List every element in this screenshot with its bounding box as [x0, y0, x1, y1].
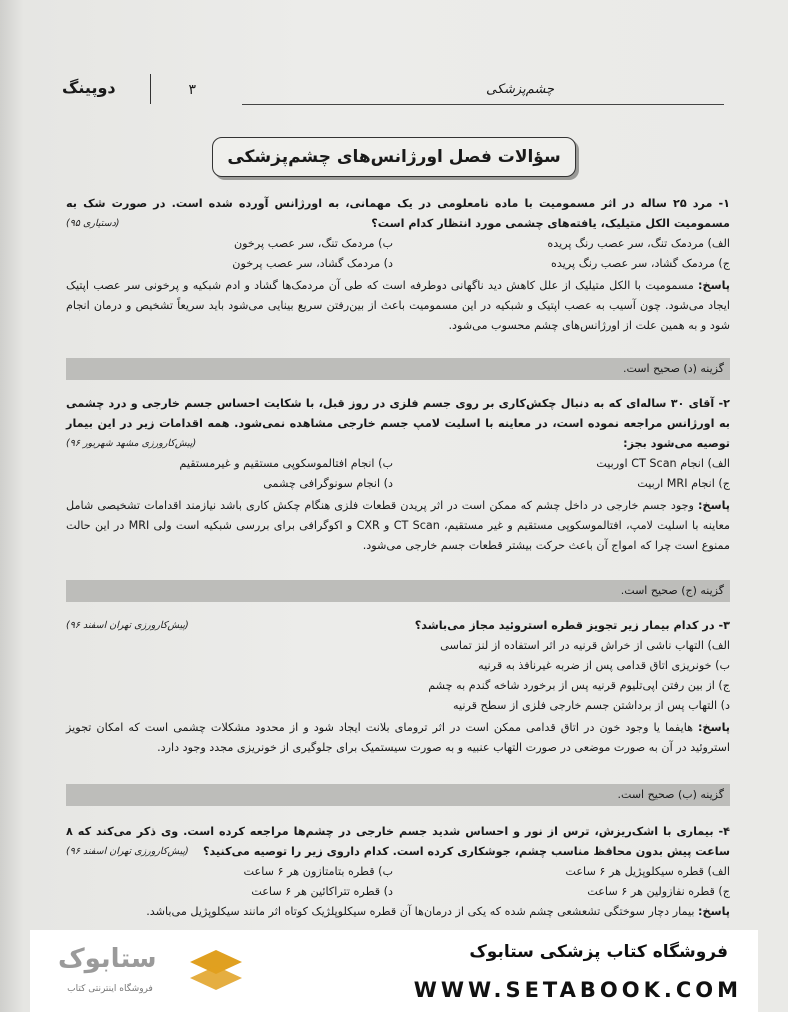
- options: [66, 454, 730, 494]
- store-url[interactable]: WWW.SETABOOK.COM: [413, 978, 742, 1002]
- option-b: ب) قطره بتامتازون هر ۶ ساعت: [243, 865, 393, 878]
- book-stack-icon: [186, 946, 246, 998]
- answer: پاسخ: وجود جسم خارجی در داخل چشم که ممکن است در اثر پریدن قطعات فلزی هنگام چکش کاری باشد نیازمند اقدامات تشخیصی شامل معاینه با اسلیت لامپ، افتالموسکوپی مستقیم و غیر مستقیم، CT Scan و CXR و اکوگرافی برای بررسی شبکیه است ولی MRI در این حالت ممنوع است چرا که امواج آن باعث حرکت بیشتر قطعات جسم خارجی می‌شود.: [66, 499, 731, 552]
- option-c: ج) مردمک گشاد، سر عصب رنگ پریده: [551, 257, 730, 270]
- page-header: [62, 74, 724, 104]
- options: [66, 234, 730, 274]
- options: [66, 862, 730, 902]
- question-source: (دستیاری ۹۵): [66, 218, 120, 229]
- question-2: [66, 394, 730, 556]
- option-a: الف) انجام CT Scan اوربیت: [596, 457, 730, 470]
- option-b: ب) خونریزی اتاق قدامی پس از ضربه غیرنافذ به قرنیه: [478, 659, 730, 672]
- option-d: د) التهاب پس از برداشتن جسم خارجی فلزی از سطح قرنیه: [452, 699, 730, 712]
- logo-subtitle: فروشگاه اینترنتی کتاب: [67, 984, 153, 994]
- page-number: ۳: [188, 82, 196, 98]
- header-rule: [242, 104, 724, 105]
- options: [66, 636, 730, 716]
- brand-logo: دوپینگ: [62, 78, 116, 97]
- option-b: ب) انجام افتالموسکوپی مستقیم و غیرمستقیم: [179, 457, 393, 470]
- option-d: د) مردمک گشاد، سر عصب پرخون: [232, 257, 393, 270]
- answer-result: گزینه (ج) صحیح است.: [66, 580, 730, 602]
- question-text: ۴- بیماری با اشک‌ریزش، ترس از نور و احساس شدید جسم خارجی در چشم‌ها مراجعه کرده است. وی ذکر می‌کند که ۸ ساعت پیش بدون محافظ مناسب چشم، جوشکاری کرده است. کدام داروی زیر را توصیه می‌کنید؟ (پیش‌کارورزی تهران اسفند ۹۶): [66, 822, 730, 862]
- option-a: الف) مردمک تنگ، سر عصب رنگ پریده: [547, 237, 730, 250]
- question-source: (پیش‌کارورزی تهران اسفند ۹۶): [66, 620, 189, 631]
- answer-result: گزینه (ب) صحیح است.: [66, 784, 730, 806]
- option-c: ج) قطره نفازولین هر ۶ ساعت: [587, 885, 730, 898]
- question-source: (پیش‌کارورزی تهران اسفند ۹۶): [66, 846, 189, 857]
- store-banner: [30, 930, 758, 1012]
- question-text: ۱- مرد ۲۵ ساله در اثر مسمومیت با ماده نامعلومی در یک مهمانی، به اورژانس آورده شده است. در صورت شک به مسمومیت الکل متیلیک، یافته‌های چشمی مورد انتظار کدام است؟ (دستیاری ۹۵): [66, 194, 730, 234]
- section-title: سؤالات فصل اورژانس‌های چشم‌پزشکی: [212, 137, 576, 177]
- logo-text: ستابوک: [58, 944, 157, 974]
- option-c: ج) انجام MRI اربیت: [637, 477, 730, 490]
- option-d: د) قطره تتراکائین هر ۶ ساعت: [251, 885, 393, 898]
- question-3: [66, 616, 730, 758]
- option-d: د) انجام سونوگرافی چشمی: [263, 477, 393, 490]
- question-1: [66, 194, 730, 336]
- option-c: ج) از بین رفتن اپی‌تلیوم قرنیه پس از برخورد شاخه گندم به چشم: [428, 679, 730, 692]
- header-divider: [150, 74, 151, 104]
- answer-result: گزینه (د) صحیح است.: [66, 358, 730, 380]
- question-4: [66, 822, 730, 922]
- question-text: ۳- در کدام بیمار زیر تجویز قطره استروئید مجاز می‌باشد؟ (پیش‌کارورزی تهران اسفند ۹۶): [66, 616, 730, 636]
- store-logo: [50, 944, 250, 1000]
- option-a: الف) قطره سیکلوپژیل هر ۶ ساعت: [565, 865, 730, 878]
- book-title: چشم‌پزشکی: [486, 82, 554, 97]
- store-name: فروشگاه کتاب پزشکی ستابوک: [469, 942, 728, 962]
- question-source: (پیش‌کارورزی مشهد شهریور ۹۶): [66, 438, 197, 449]
- option-b: ب) مردمک تنگ، سر عصب پرخون: [233, 237, 393, 250]
- answer: پاسخ: هایفما یا وجود خون در اتاق قدامی ممکن است در اثر ترومای بلانت ایجاد شود و از محدود مشکلات چشمی است که امکان تجویز استروئید در آن به صورت موضعی در صورت التهاب عنبیه و به صورت سیستمیک برای جلوگیری از خونریزی مجدد وجود دارد.: [66, 721, 730, 754]
- question-text: ۲- آقای ۳۰ ساله‌ای که به دنبال چکش‌کاری بر روی جسم فلزی در روز قبل، با شکایت احساس جسم خارجی و درد چشمی به اورژانس مراجعه نموده است، در معاینه با اسلیت لامپ جسم خارجی مشاهده نمی‌شود. همه اقدامات زیر در این بیمار توصیه می‌شود بجز: (پیش‌کارورزی مشهد شهریور ۹۶): [66, 394, 730, 454]
- answer: پاسخ: مسمومیت با الکل متیلیک از علل کاهش دید ناگهانی دوطرفه است که طی آن مردمک‌ها گشاد و ادم شبکیه و پرخونی سر عصب اپتیک ایجاد می‌شود. چون آسیب به عصب اپتیک و شبکیه در این مسمومیت باعث از بین‌رفتن سریع بینایی می‌شود باید سریعاً تشخیص و درمان انجام شود و به همین علت از اورژانس‌های چشم محسوب می‌شود.: [66, 279, 730, 332]
- option-a: الف) التهاب ناشی از خراش قرنیه در اثر استفاده از لنز تماسی: [440, 639, 730, 652]
- answer: پاسخ: بیمار دچار سوختگی تشعشعی چشم شده که یکی از درمان‌ها آن قطره سیکلوپلژیک کوتاه اثر مانند سیکلوپژیل می‌باشد.: [146, 905, 730, 918]
